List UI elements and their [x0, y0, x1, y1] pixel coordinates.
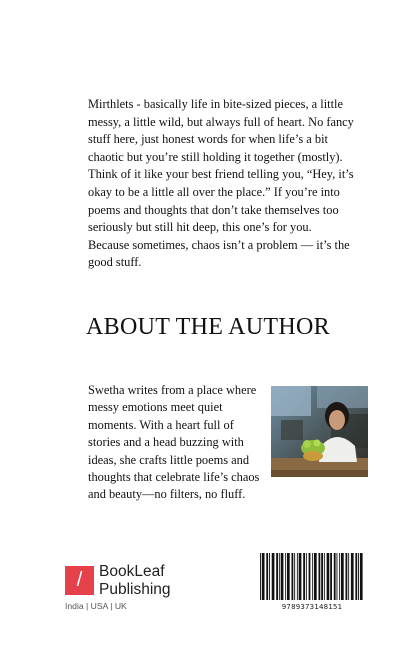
barcode-bar: [339, 553, 340, 600]
barcode-bar: [314, 553, 317, 600]
barcode-bar: [262, 553, 265, 600]
barcode-bar: [321, 553, 323, 600]
author-bio: Swetha writes from a place where messy emotions meet quiet moments. With a heart full of stories and a head buzzing with ideas, she crafts little poems and thoughts that celebrate life’s chaos and beauty—no filters, no fluff.: [88, 383, 260, 502]
barcode-bar: [355, 553, 357, 600]
author-photo: [271, 386, 368, 477]
barcode-bar: [312, 553, 313, 600]
barcode-bar: [299, 553, 302, 600]
barcode-bar: [292, 553, 294, 600]
barcode-bar: [297, 553, 298, 600]
barcode-bar: [358, 553, 359, 600]
barcode-bar: [281, 553, 284, 600]
about-author-heading: ABOUT THE AUTHOR: [86, 314, 330, 340]
barcode-bar: [351, 553, 354, 600]
publisher-logo: [65, 561, 195, 611]
barcode-bar: [260, 553, 261, 600]
barcode-bar: [306, 553, 307, 600]
publisher-name-line1: BookLeaf: [99, 563, 165, 580]
barcode-bar: [327, 553, 330, 600]
barcode-bar: [276, 553, 278, 600]
publisher-name-line2: Publishing: [99, 581, 171, 598]
publisher-logo-mark: /: [65, 566, 94, 595]
barcode-bar: [287, 553, 290, 600]
barcode-bar: [279, 553, 280, 600]
barcode-bar: [319, 553, 321, 600]
barcode-bar: [272, 553, 275, 600]
isbn-number: 9789373148151: [281, 602, 343, 611]
barcode-bar: [348, 553, 349, 600]
barcode-bar: [324, 553, 325, 600]
barcode-bar: [334, 553, 336, 600]
barcode-bar: [360, 553, 363, 600]
barcode-bar: [294, 553, 295, 600]
barcode-bar: [309, 553, 311, 600]
barcode-bar: [330, 553, 332, 600]
barcode-bar: [346, 553, 348, 600]
barcode-bar: [269, 553, 270, 600]
publisher-regions: India | USA | UK: [65, 601, 127, 611]
barcode-bar: [341, 553, 344, 600]
barcode-bar: [303, 553, 305, 600]
book-blurb: Mirthlets - basically life in bite-sized pieces, a little messy, a little wild, but always full of heart. No fancy stuff here, just honest words for when life’s a bit chaotic but you’re still holding it together (mostly). Think of it like your best friend telling you, “Hey, it’s okay to be a little all over the place.” If you’re into poems and thoughts that don’t take themselves too seriously but still hit deep, this one’s for you. Because sometimes, chaos isn’t a problem — it’s the good stuff.: [88, 97, 354, 270]
barcode-bar: [337, 553, 338, 600]
barcode-bar: [266, 553, 268, 600]
barcode-bar: [285, 553, 286, 600]
